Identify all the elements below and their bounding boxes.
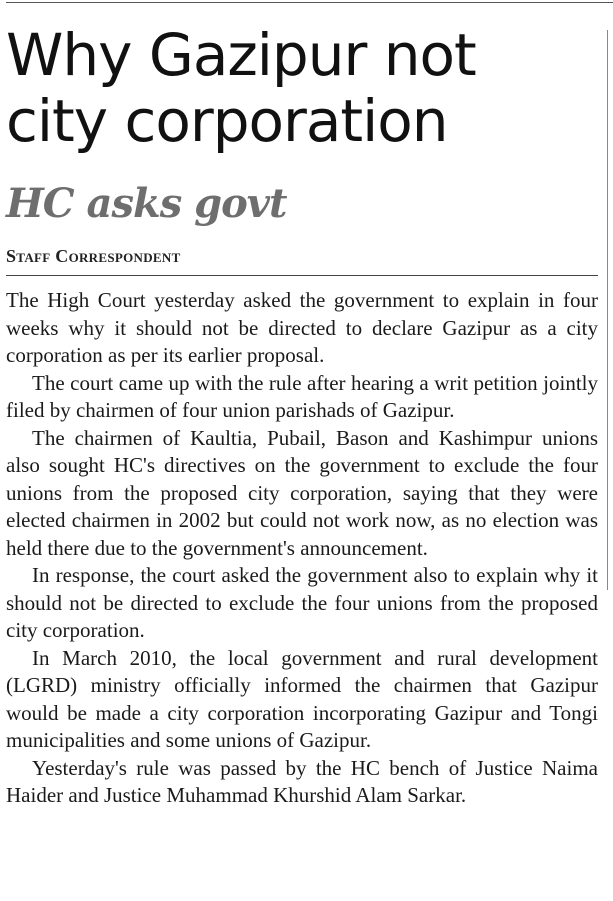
byline: Staff Correspondent <box>6 246 181 266</box>
article-body <box>6 287 598 810</box>
paragraph-2: The court came up with the rule after hearing a writ petition jointly filed by chairmen of four union parishads of Gazipur. <box>6 370 598 422</box>
headline <box>6 22 601 154</box>
headline-line-2: city corporation <box>6 87 448 155</box>
paragraph-4: In response, the court asked the government also to explain why it should not be directed to exclude the four unions from the proposed city corporation. <box>6 563 598 642</box>
paragraph-5: In March 2010, the local government and rural development (LGRD) ministry officially informed the chairmen that Gazipur would be made a city corporation incorporating Gazipur and Tongi municipalities and some unions of Gazipur. <box>6 645 598 752</box>
paragraph-3: The chairmen of Kaultia, Pubail, Bason and Kashimpur unions also sought HC's directives on the government to exclude the four unions from the proposed city corporation, saying that they were elected chairmen in 2002 but could not work now, as no election was held there due to the government's announcement. <box>6 425 598 560</box>
top-rule <box>6 2 613 3</box>
headline-line-1: Why Gazipur not <box>6 21 476 89</box>
paragraph-1: The High Court yesterday asked the government to explain in four weeks why it should not be directed to declare Gazipur as a city corporation as per its earlier proposal. <box>6 288 598 367</box>
subheadline: HC asks govt <box>6 180 287 227</box>
byline-rule <box>6 275 598 276</box>
paragraph-6: Yesterday's rule was passed by the HC bench of Justice Naima Haider and Justice Muhammad Khurshid Alam Sarkar. <box>6 755 598 807</box>
column-rule <box>607 30 608 590</box>
